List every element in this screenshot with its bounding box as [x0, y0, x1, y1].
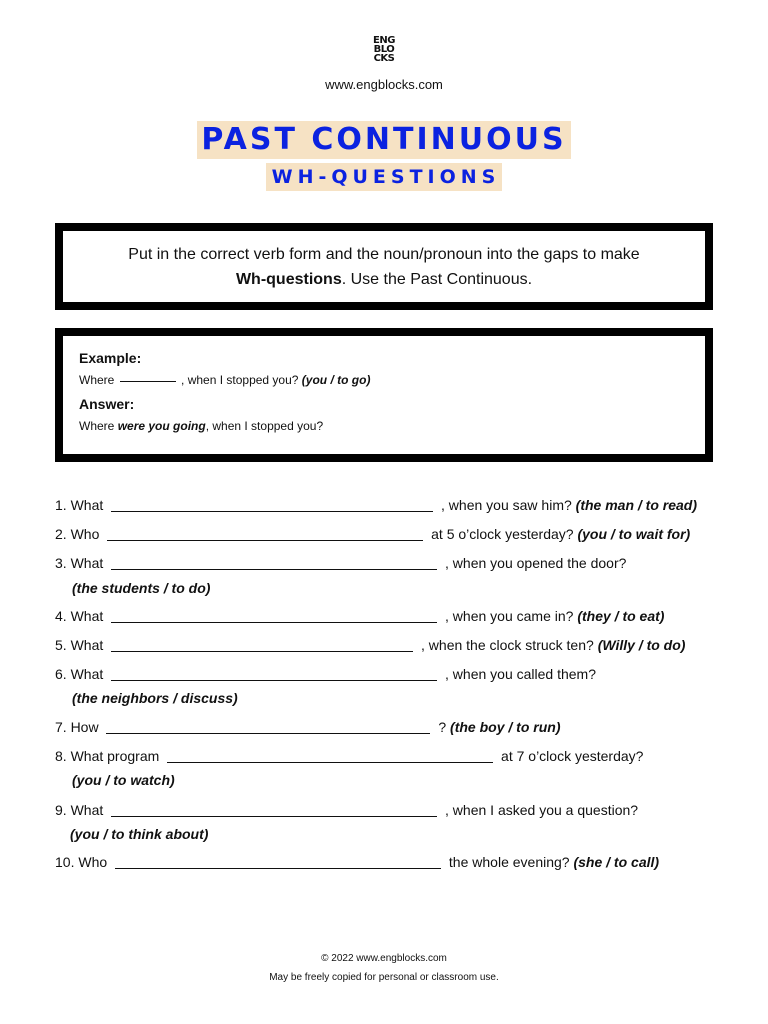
instructions-line-1: Put in the correct verb form and the noun/pronoun into the gaps to make — [128, 245, 640, 263]
question-suffix: at 7 o’clock yesterday? — [501, 748, 644, 764]
question-prefix: 6. What — [55, 666, 104, 682]
example-post: , when I stopped you? — [181, 373, 299, 387]
question-suffix: at 5 o’clock yesterday? — [431, 526, 574, 542]
question-prefix: 1. What — [55, 497, 104, 513]
logo-line: CKS — [373, 53, 395, 64]
answer-label: Answer: — [79, 396, 135, 412]
question-3 — [55, 554, 626, 572]
answer-bold: were you going — [117, 419, 206, 433]
example-label: Example: — [79, 350, 142, 366]
answer-blank[interactable] — [115, 856, 441, 869]
question-6 — [55, 665, 596, 683]
question-suffix: , when you opened the door? — [445, 555, 627, 571]
question-hint: (she / to call) — [573, 854, 660, 870]
question-hint: (the man / to read) — [575, 497, 698, 513]
answer-blank[interactable] — [111, 668, 437, 681]
question-hint: (the boy / to run) — [450, 719, 561, 735]
instructions-bold: Wh-questions — [235, 270, 342, 288]
question-suffix: , when you saw him? — [441, 497, 572, 513]
answer-post: , when I stopped you? — [205, 419, 324, 433]
question-5 — [55, 636, 685, 654]
page-title: PAST CONTINUOUS — [197, 121, 570, 159]
question-2 — [55, 525, 690, 543]
instructions-rest: . Use the Past Continuous. — [341, 270, 533, 288]
example-box — [55, 328, 713, 462]
engblocks-logo — [369, 36, 399, 63]
question-hint: (they / to eat) — [577, 608, 665, 624]
answer-blank[interactable] — [111, 499, 433, 512]
question-hint: (Willy / to do) — [597, 637, 686, 653]
question-prefix: 10. Who — [55, 854, 108, 870]
question-prefix: 7. How — [55, 719, 99, 735]
question-7 — [55, 718, 560, 736]
answer-blank[interactable] — [111, 557, 437, 570]
instructions-box — [55, 223, 713, 310]
question-prefix: 4. What — [55, 608, 104, 624]
answer-sentence — [79, 417, 705, 435]
question-prefix: 5. What — [55, 637, 104, 653]
question-prefix: 9. What — [55, 802, 104, 818]
question-suffix: , when you came in? — [445, 608, 574, 624]
answer-blank[interactable] — [111, 804, 437, 817]
question-prefix: 3. What — [55, 555, 104, 571]
question-9-hint: (you / to think about) — [70, 826, 209, 842]
logo-line: BLO — [373, 44, 395, 55]
question-suffix: , when I asked you a question? — [445, 802, 639, 818]
question-6-hint: (the neighbors / discuss) — [72, 690, 238, 706]
question-10 — [55, 853, 659, 871]
question-suffix: ? — [438, 719, 447, 735]
answer-blank[interactable] — [106, 721, 430, 734]
question-8-hint: (you / to watch) — [72, 772, 175, 788]
example-pre: Where — [79, 373, 115, 387]
logo-line: ENG — [373, 35, 395, 46]
answer-blank[interactable] — [167, 750, 493, 763]
answer-blank[interactable] — [107, 528, 423, 541]
example-hint: (you / to go) — [301, 373, 371, 387]
answer-blank[interactable] — [111, 610, 437, 623]
question-suffix: , when the clock struck ten? — [421, 637, 594, 653]
example-gap — [120, 381, 176, 382]
question-prefix: 8. What program — [55, 748, 160, 764]
answer-pre: Where — [79, 419, 115, 433]
instructions-line-2 — [236, 267, 532, 292]
footer-copyright: © 2022 www.engblocks.com — [321, 953, 447, 964]
question-9 — [55, 801, 638, 819]
example-sentence — [79, 371, 705, 389]
question-prefix: 2. Who — [55, 526, 100, 542]
question-1 — [55, 496, 697, 514]
site-url: www.engblocks.com — [325, 77, 443, 92]
question-suffix: the whole evening? — [448, 854, 570, 870]
question-hint: (you / to wait for) — [577, 526, 691, 542]
question-4 — [55, 607, 664, 625]
subtitle-wrap — [0, 163, 768, 191]
question-3-hint: (the students / to do) — [72, 580, 211, 596]
page-subtitle: WH-QUESTIONS — [266, 163, 503, 191]
question-8 — [55, 747, 643, 765]
footer-license: May be freely copied for personal or classroom use. — [269, 972, 499, 983]
title-wrap — [0, 121, 768, 159]
question-suffix: , when you called them? — [445, 666, 597, 682]
answer-blank[interactable] — [111, 639, 413, 652]
